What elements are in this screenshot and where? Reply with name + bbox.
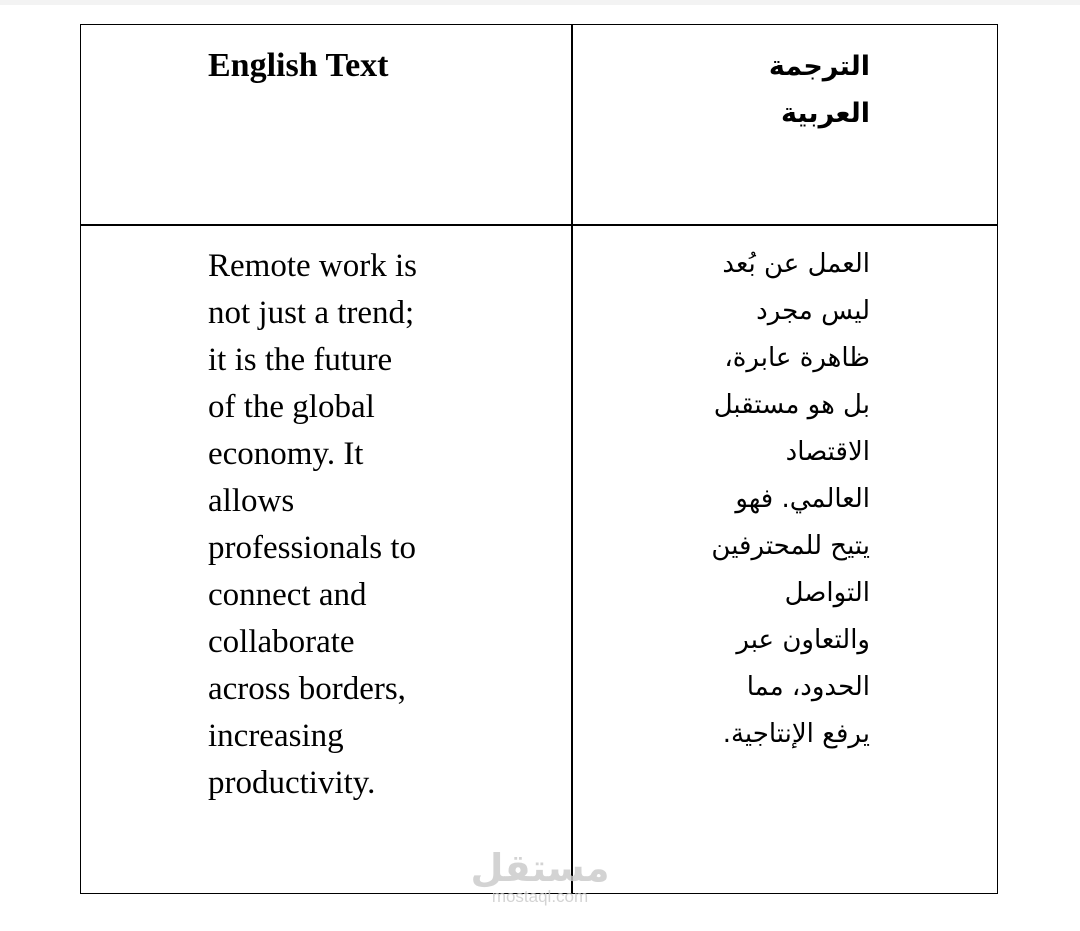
english-text-line: collaborate — [208, 624, 355, 660]
english-text-line: across borders, — [208, 671, 406, 707]
watermark-arabic: مستقل — [470, 846, 610, 890]
translation-table — [80, 24, 998, 894]
column-divider — [571, 25, 573, 893]
arabic-text-line: ظاهرة عابرة، — [724, 343, 870, 373]
english-text-line: allows — [208, 483, 295, 519]
watermark-latin: mostaql.com — [491, 887, 589, 906]
english-text-line: productivity. — [208, 765, 376, 801]
arabic-text-line: العمل عن بُعد — [722, 249, 870, 279]
english-text-line: Remote work is — [208, 248, 417, 284]
english-text-line: not just a trend; — [208, 295, 415, 331]
english-text-line: it is the future — [208, 342, 393, 378]
arabic-text-line: التواصل — [784, 578, 870, 608]
english-text-line: connect and — [208, 577, 367, 613]
arabic-text-line: يتيح للمحترفين — [711, 531, 870, 561]
english-text-line: increasing — [208, 718, 344, 754]
row-divider — [81, 224, 997, 226]
english-text-line: economy. It — [208, 436, 364, 472]
arabic-header-line: الترجمة — [768, 51, 870, 82]
arabic-text-line: الاقتصاد — [785, 437, 870, 467]
arabic-text-cell — [590, 241, 870, 758]
arabic-text-line: يرفع الإنتاجية. — [722, 719, 870, 749]
arabic-text-line: ليس مجرد — [756, 296, 870, 326]
arabic-text-line: والتعاون عبر — [736, 625, 870, 655]
english-column-header: English Text — [208, 47, 389, 84]
arabic-text-line: بل هو مستقبل — [713, 390, 870, 420]
arabic-text-line: العالمي. فهو — [735, 484, 870, 514]
arabic-header-line: العربية — [781, 98, 870, 129]
english-text-cell — [208, 243, 508, 807]
page-top-strip — [0, 0, 1080, 5]
english-text-line: professionals to — [208, 530, 417, 566]
arabic-column-header — [670, 43, 870, 137]
arabic-text-line: الحدود، مما — [746, 672, 870, 702]
english-text-line: of the global — [208, 389, 375, 425]
